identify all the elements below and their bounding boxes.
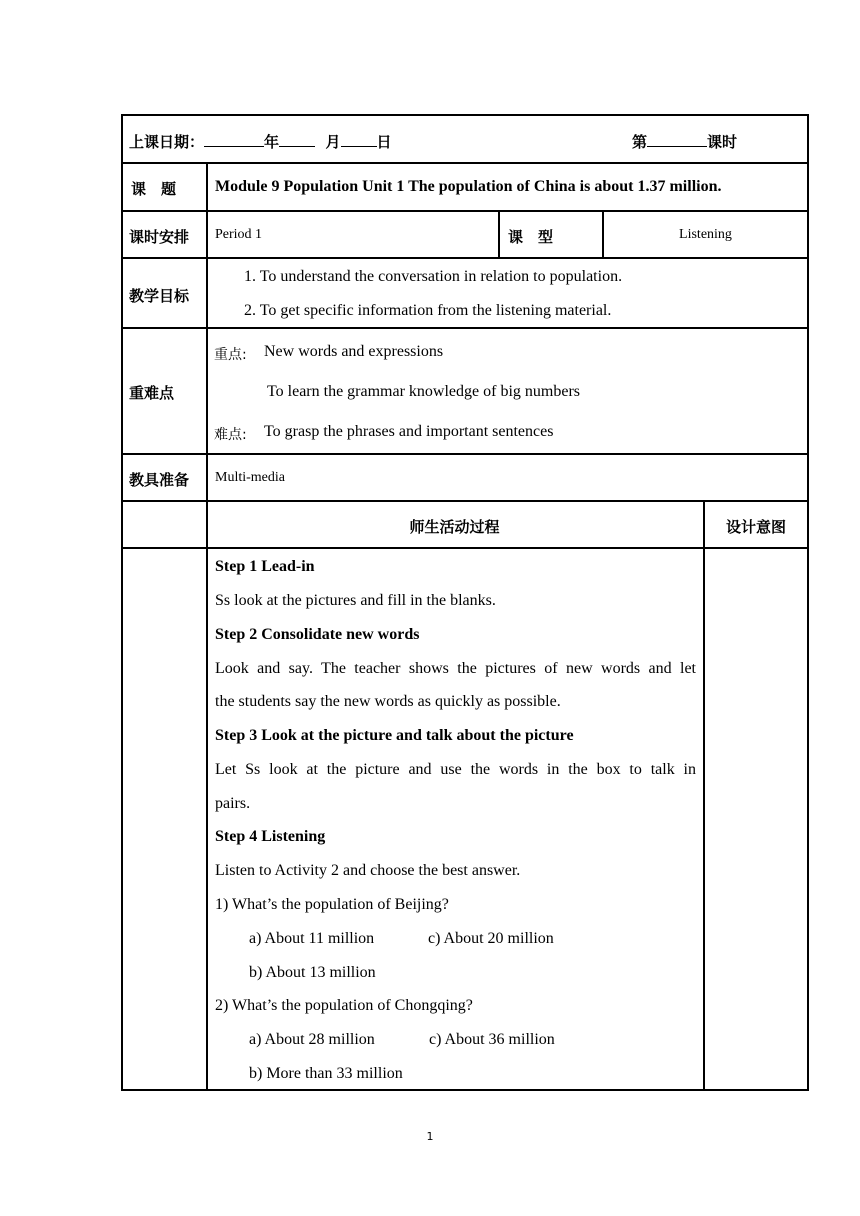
design-header: 设计意图 [725, 518, 786, 536]
year-label: 年 [264, 133, 280, 151]
table-col-rule [703, 500, 705, 1091]
keypoints-label: 重难点 [129, 384, 175, 402]
date-label: 上课日期： [129, 133, 205, 151]
type-label: 课 型 [508, 228, 554, 246]
period-blank [647, 132, 707, 147]
period-prefix: 第 [632, 133, 648, 151]
period-row [632, 131, 737, 152]
table-rule [121, 547, 809, 549]
objective-item: 1. To understand the conversation in relation to population. [244, 268, 623, 285]
difficult-item: To grasp the phrases and important sentences [264, 423, 554, 440]
table-rule [121, 500, 809, 502]
table-border-right [807, 114, 809, 1091]
tools-label: 教具准备 [129, 471, 190, 489]
schedule-value: Period 1 [215, 227, 263, 242]
step3-text: Let Ss look at the picture and use the words in the box to talk in [215, 761, 696, 778]
question-2-option-b: b) More than 33 million [249, 1065, 403, 1082]
page-number: 1 [426, 1130, 434, 1143]
key-label: 重点: [214, 347, 247, 363]
step1-title: Step 1 Lead-in [215, 558, 315, 575]
step3-text: pairs. [215, 795, 251, 812]
table-col-rule [206, 162, 208, 1091]
step2-text: Look and say. The teacher shows the pictures of new words and let [215, 660, 696, 677]
step3-title: Step 3 Look at the picture and talk about the picture [215, 727, 574, 744]
question-1-option-a: a) About 11 million [249, 930, 375, 947]
table-border-left [121, 114, 123, 1091]
step2-title: Step 2 Consolidate new words [215, 626, 420, 643]
step4-text: Listen to Activity 2 and choose the best answer. [215, 862, 521, 879]
table-rule [121, 210, 809, 212]
question-1-option-b: b) About 13 million [249, 964, 376, 981]
tools-value: Multi-media [215, 470, 285, 485]
topic-label: 课 题 [131, 180, 177, 198]
table-col-rule [498, 210, 500, 258]
question-1: 1) What’s the population of Beijing? [215, 896, 449, 913]
key-item: New words and expressions [264, 343, 444, 360]
objective-item: 2. To get specific information from the listening material. [244, 302, 612, 319]
table-border-top [121, 114, 809, 116]
key-item: To learn the grammar knowledge of big numbers [267, 383, 581, 400]
month-blank [279, 132, 315, 147]
question-2-option-c: c) About 36 million [429, 1031, 555, 1048]
table-rule [121, 162, 809, 164]
topic-value: Module 9 Population Unit 1 The population of China is about 1.37 million. [215, 178, 722, 195]
table-rule [121, 327, 809, 329]
question-2: 2) What’s the population of Chongqing? [215, 997, 473, 1014]
year-blank [204, 132, 264, 147]
step2-text: the students say the new words as quickly as possible. [215, 693, 561, 710]
schedule-label: 课时安排 [129, 228, 190, 246]
question-2-option-a: a) About 28 million [249, 1031, 375, 1048]
step1-text: Ss look at the pictures and fill in the blanks. [215, 592, 496, 609]
month-label: 月 [325, 133, 341, 151]
table-rule [121, 257, 809, 259]
period-suffix: 课时 [707, 133, 738, 151]
table-border-bottom [121, 1089, 809, 1091]
date-row [129, 131, 392, 152]
day-label: 日 [376, 133, 392, 151]
question-1-option-c: c) About 20 million [428, 930, 554, 947]
table-rule [121, 453, 809, 455]
objectives-label: 教学目标 [129, 287, 190, 305]
type-value: Listening [679, 227, 732, 242]
process-header: 师生活动过程 [409, 518, 500, 536]
day-blank [341, 132, 377, 147]
difficult-label: 难点: [214, 427, 247, 443]
step4-title: Step 4 Listening [215, 828, 326, 845]
